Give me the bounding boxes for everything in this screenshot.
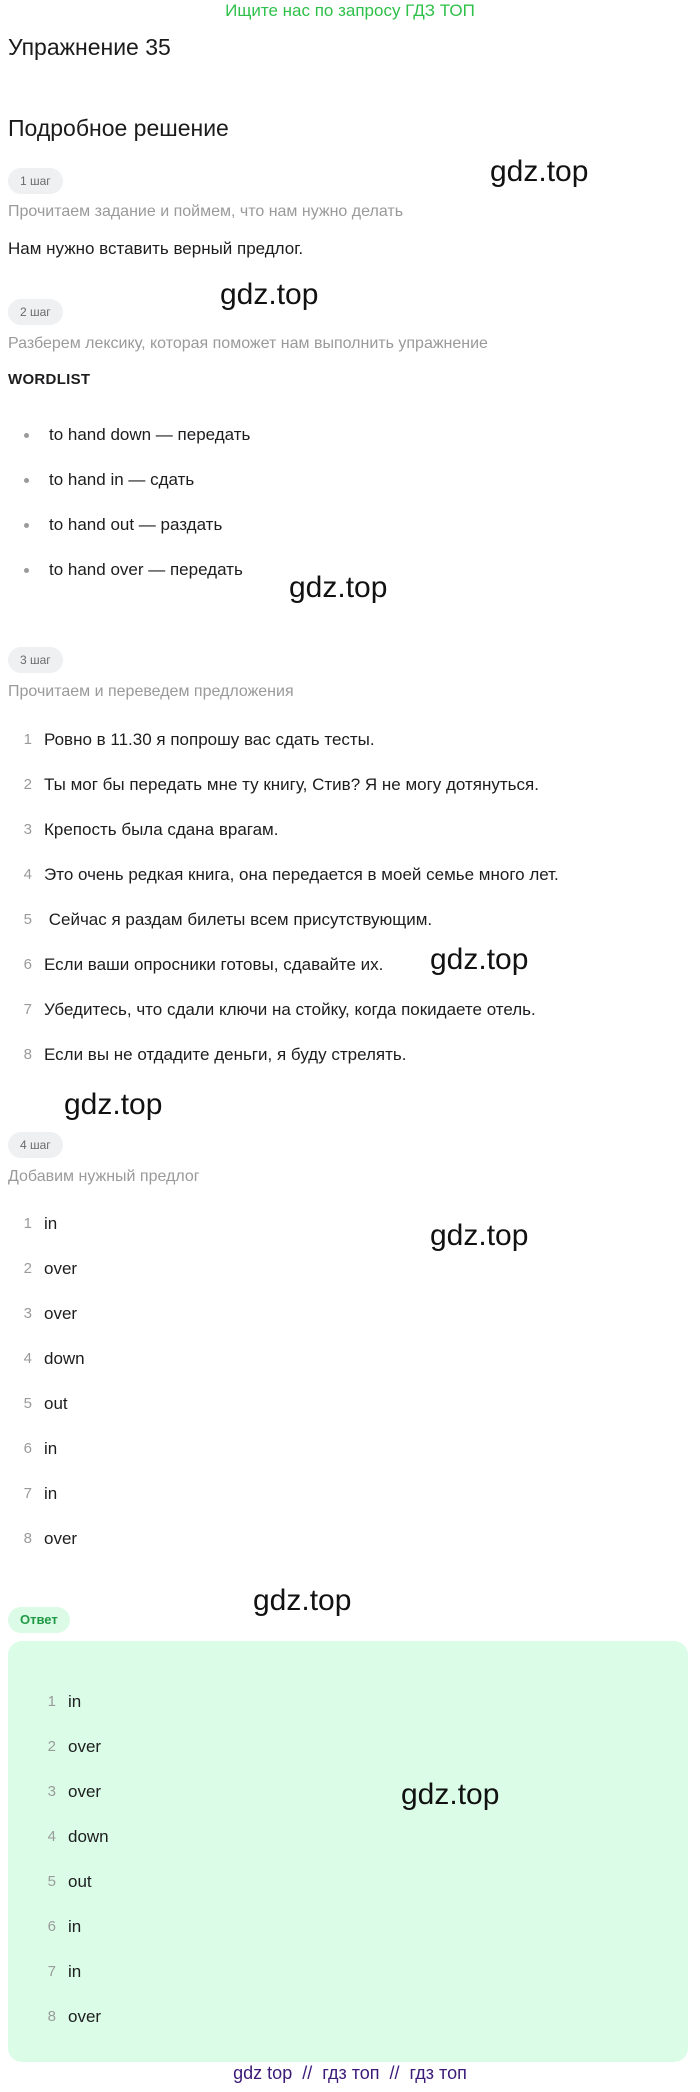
wordlist [0, 420, 250, 600]
search-banner: Ищите нас по запросу ГДЗ ТОП [225, 1, 475, 20]
wordlist-item: to hand in — сдать [0, 465, 250, 510]
step-3-description: Прочитаем и переведем предложения [8, 683, 294, 700]
bullet-icon [24, 568, 29, 573]
watermark: gdz.top [430, 943, 529, 976]
wordlist-item: to hand out — раздать [0, 510, 250, 555]
page-title: Упражнение 35 [8, 34, 171, 60]
wordlist-item: to hand down — передать [0, 420, 250, 465]
wordlist-title: WORDLIST [8, 371, 91, 388]
step-4-description: Добавим нужный предлог [8, 1168, 200, 1185]
footer-links[interactable]: gdz top // гдз топ // гдз топ [233, 2063, 467, 2083]
step-2-badge: 2 шаг [8, 299, 63, 325]
step-4-badge: 4 шаг [8, 1132, 63, 1158]
answer-box: 1 in 2 over 3 over 4 down 5 out 6 in 7 in 8 over [8, 1641, 688, 2062]
watermark: gdz.top [64, 1088, 163, 1121]
step-1-description: Прочитаем задание и поймем, что нам нужно делать [8, 203, 404, 220]
step-2-description: Разберем лексику, которая поможет нам выполнить упражнение [8, 335, 488, 352]
wordlist-item: to hand over — передать [0, 555, 250, 600]
step-1-badge: 1 шаг [8, 168, 63, 194]
bullet-icon [24, 433, 29, 438]
step-3-badge: 3 шаг [8, 647, 63, 673]
watermark: gdz.top [490, 155, 589, 188]
answer-badge: Ответ [8, 1607, 70, 1633]
watermark: gdz.top [289, 571, 388, 604]
watermark: gdz.top [401, 1778, 500, 1811]
watermark: gdz.top [220, 278, 319, 311]
step-1-text: Нам нужно вставить верный предлог. [8, 239, 304, 258]
bullet-icon [24, 478, 29, 483]
watermark: gdz.top [253, 1584, 352, 1617]
section-title: Подробное решение [8, 115, 229, 141]
watermark: gdz.top [430, 1219, 529, 1252]
bullet-icon [24, 523, 29, 528]
